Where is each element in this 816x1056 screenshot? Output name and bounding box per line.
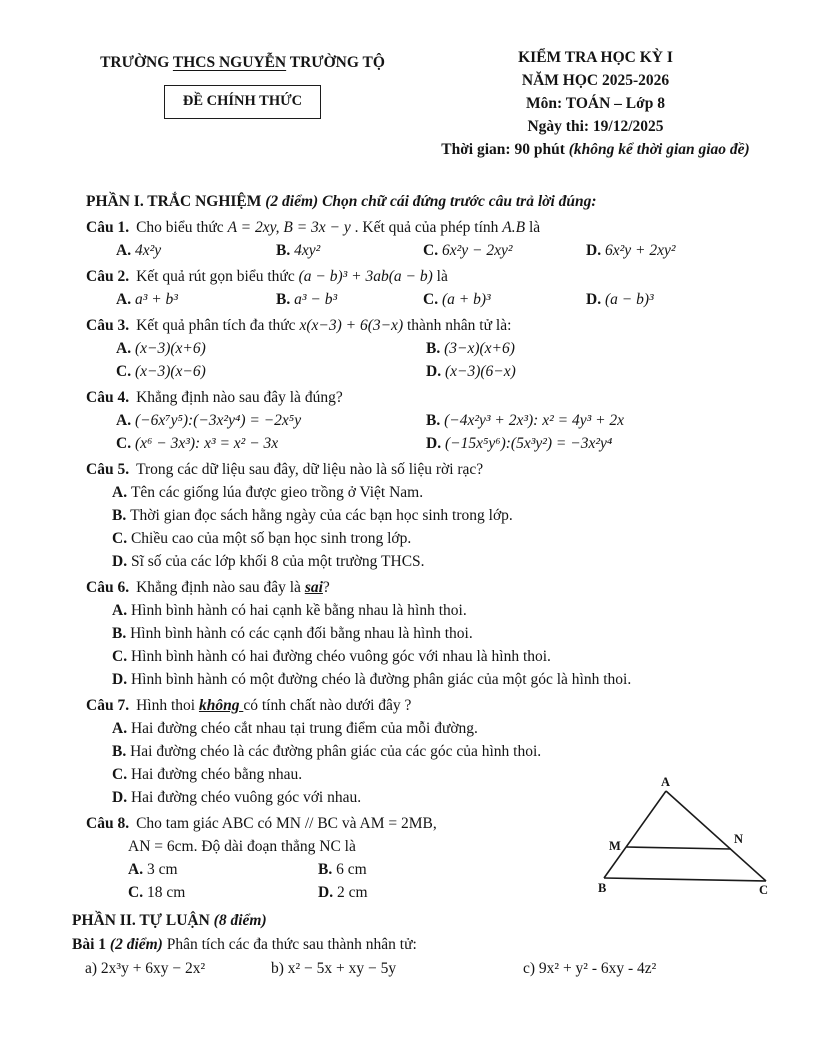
option-value: Hai đường chéo vuông góc với nhau.: [130, 789, 362, 806]
answer-option: [112, 668, 776, 691]
text-segment: sai: [304, 579, 323, 596]
option-letter: B.: [112, 625, 131, 642]
text-segment: Cho tam giác ABC có MN // BC và AM = 2MB,: [136, 815, 437, 832]
answer-option: [116, 360, 426, 383]
part1-multiple-choice: [86, 190, 776, 904]
text-segment: Cho biểu thức: [136, 219, 228, 236]
bai1-heading: [72, 933, 776, 956]
answer-option: [112, 481, 776, 504]
text-segment: là: [525, 219, 541, 236]
option-value: Chiều cao của một số bạn học sinh trong lớp.: [130, 530, 412, 547]
option-letter: A.: [116, 242, 135, 259]
text-segment: . Kết quả của phép tính: [350, 219, 503, 236]
bai1-item-c: c) 9x² + y² - 6xy - 4z²: [523, 960, 657, 977]
exam-header: [70, 46, 776, 161]
option-letter: B.: [426, 412, 445, 429]
answer-option: [426, 337, 776, 360]
option-letter: A.: [112, 602, 131, 619]
option-value: 6x²y − 2xy²: [441, 242, 513, 259]
option-letter: D.: [586, 291, 605, 308]
text-segment: x(x−3) + 6(3−x): [299, 317, 404, 334]
option-value: 2 cm: [336, 884, 368, 901]
text-segment: Kết quả rút gọn biểu thức: [136, 268, 299, 285]
text-segment: (2 điểm) Chọn chữ cái đứng trước câu trả lời đúng:: [265, 193, 597, 210]
answer-option: [128, 881, 318, 904]
question-3-label: Câu 3.: [86, 317, 130, 334]
answer-option: [112, 504, 776, 527]
question-7-label: Câu 7.: [86, 697, 130, 714]
option-letter: C.: [116, 435, 135, 452]
option-letter: C.: [112, 766, 131, 783]
option-letter: B.: [276, 291, 295, 308]
option-letter: A.: [112, 484, 131, 501]
answer-option: [128, 858, 318, 881]
option-letter: A.: [116, 340, 135, 357]
answer-option: [276, 239, 423, 262]
option-letter: C.: [423, 291, 442, 308]
question-2: [86, 265, 776, 311]
option-letter: C.: [112, 648, 131, 665]
option-letter: B.: [112, 507, 131, 524]
exam-title: KIỂM TRA HỌC KỲ I: [518, 49, 673, 66]
part1-heading: [86, 190, 776, 213]
text-segment: thành nhân tử là:: [403, 317, 512, 334]
option-letter: D.: [112, 553, 131, 570]
triangle-figure: [598, 775, 776, 895]
question-2-stem: [136, 268, 448, 285]
option-value: Thời gian đọc sách hằng ngày của các bạn học sinh trong lớp.: [130, 507, 513, 524]
school-year: NĂM HỌC 2025-2026: [521, 72, 670, 89]
question-6: [86, 576, 776, 691]
question-4-stem: [136, 389, 343, 406]
text-segment: Bài 1: [72, 936, 110, 953]
option-value: 4x²y: [134, 242, 162, 259]
option-value: Tên các giống lúa được gieo trồng ở Việt Nam.: [130, 484, 424, 501]
answer-option: [586, 288, 776, 311]
subject-line: Môn: TOÁN – Lớp 8: [526, 95, 665, 112]
question-5-options: [112, 481, 776, 573]
header-left-block: [70, 46, 415, 161]
option-letter: D.: [426, 363, 445, 380]
answer-option: [116, 337, 426, 360]
exam-date: Ngày thi: 19/12/2025: [527, 118, 664, 135]
bai1-items: [85, 957, 776, 980]
option-value: 6 cm: [336, 861, 367, 878]
text-segment: PHẦN I. TRẮC NGHIỆM: [86, 193, 266, 210]
option-value: (−6x⁷y⁵):(−3x²y⁴) = −2x⁵y: [134, 412, 302, 429]
answer-option: [112, 550, 776, 573]
question-8-stem: [136, 815, 437, 832]
answer-option: [426, 360, 776, 383]
option-value: 6x²y + 2xy²: [604, 242, 676, 259]
question-4-options: [116, 409, 776, 455]
option-letter: A.: [112, 720, 131, 737]
question-6-label: Câu 6.: [86, 579, 130, 596]
answer-option: [112, 717, 776, 740]
part2-heading: [72, 909, 776, 932]
question-5-label: Câu 5.: [86, 461, 130, 478]
text-segment: (8 điểm): [213, 912, 267, 929]
option-value: 3 cm: [146, 861, 178, 878]
question-4: [86, 386, 776, 455]
option-value: 4xy²: [294, 242, 321, 259]
bai1-item-a: a) 2x³y + 6xy − 2x²: [85, 960, 206, 977]
question-2-options: [116, 288, 776, 311]
duration-line: [415, 138, 776, 161]
option-value: Hai đường chéo cắt nhau tại trung điểm của mỗi đường.: [130, 720, 478, 737]
option-value: Hình bình hành có hai cạnh kề bằng nhau là hình thoi.: [130, 602, 467, 619]
option-value: Hình bình hành có các cạnh đối bằng nhau là hình thoi.: [130, 625, 473, 642]
point-label-m: M: [609, 839, 621, 853]
option-value: (−4x²y³ + 2x³): x² = 4y³ + 2x: [444, 412, 625, 429]
answer-option: [426, 432, 776, 455]
answer-option: [586, 239, 776, 262]
text-segment: AN = 6cm. Độ dài đoạn thẳng NC là: [128, 838, 356, 855]
question-8-label: Câu 8.: [86, 815, 130, 832]
option-value: Hình bình hành có hai đường chéo vuông góc với nhau là hình thoi.: [130, 648, 551, 665]
point-label-n: N: [734, 832, 744, 846]
option-value: Hình bình hành có một đường chéo là đường phân giác của một góc là hình thoi.: [130, 671, 632, 688]
answer-option: [116, 432, 426, 455]
option-value: (x−3)(6−x): [444, 363, 516, 380]
answer-option: [276, 288, 423, 311]
text-segment: TRƯỜNG TỘ: [286, 54, 385, 71]
text-segment: PHẦN II. TỰ LUẬN: [72, 912, 214, 929]
option-value: (3−x)(x+6): [444, 340, 515, 357]
question-1-label: Câu 1.: [86, 219, 130, 236]
option-value: a³ + b³: [134, 291, 178, 308]
text-segment: ?: [322, 579, 330, 596]
option-letter: D.: [112, 789, 131, 806]
question-6-options: [112, 599, 776, 691]
answer-option: [112, 527, 776, 550]
option-value: (x⁶ − 3x³): x³ = x² − 3x: [134, 435, 279, 452]
option-letter: C.: [128, 884, 147, 901]
option-value: (x−3)(x−6): [134, 363, 206, 380]
option-letter: D.: [112, 671, 131, 688]
option-letter: B.: [318, 861, 337, 878]
text-segment: Thời gian: 90 phút: [441, 141, 569, 158]
answer-option: [318, 858, 488, 881]
option-value: a³ − b³: [294, 291, 338, 308]
option-letter: B.: [276, 242, 295, 259]
text-segment: là: [432, 268, 448, 285]
question-3-stem: [136, 317, 511, 334]
option-value: (a − b)³: [604, 291, 654, 308]
question-3-options: [116, 337, 776, 383]
option-value: 18 cm: [146, 884, 186, 901]
option-letter: A.: [116, 412, 135, 429]
question-7-stem: [136, 697, 411, 714]
option-letter: D.: [318, 884, 337, 901]
question-4-label: Câu 4.: [86, 389, 130, 406]
option-letter: A.: [116, 291, 135, 308]
option-letter: B.: [112, 743, 131, 760]
option-value: Hai đường chéo là các đường phân giác của các góc của hình thoi.: [130, 743, 542, 760]
option-value: Sĩ số của các lớp khối 8 của một trường THCS.: [130, 553, 425, 570]
answer-option: [318, 881, 488, 904]
text-segment: Khẳng định nào sau đây là đúng?: [136, 389, 343, 406]
option-value: Hai đường chéo bằng nhau.: [130, 766, 303, 783]
part2-essay: [72, 909, 776, 980]
option-letter: B.: [426, 340, 445, 357]
answer-option: [112, 622, 776, 645]
question-8-options: [128, 858, 488, 904]
option-letter: A.: [128, 861, 147, 878]
vertex-label-b: B: [598, 881, 607, 895]
option-letter: C.: [423, 242, 442, 259]
text-segment: TRƯỜNG: [100, 54, 173, 71]
text-segment: (a − b)³ + 3ab(a − b): [298, 268, 433, 285]
option-letter: C.: [116, 363, 135, 380]
question-3: [86, 314, 776, 383]
question-1: [86, 216, 776, 262]
text-segment: có tính chất nào dưới đây ?: [243, 697, 412, 714]
option-letter: D.: [426, 435, 445, 452]
vertex-label-c: C: [759, 883, 769, 895]
text-segment: không: [198, 697, 244, 714]
answer-option: [116, 239, 276, 262]
answer-option: [112, 645, 776, 668]
question-5: [86, 458, 776, 573]
header-right-block: [415, 46, 776, 161]
text-segment: THCS NGUYỄN: [172, 54, 287, 71]
text-segment: A = 2xy, B = 3x − y: [227, 219, 351, 236]
text-segment: Trong các dữ liệu sau đây, dữ liệu nào là số liệu rời rạc?: [136, 461, 484, 478]
school-name: [70, 51, 415, 74]
text-segment: A.B: [502, 219, 526, 236]
answer-option: [112, 599, 776, 622]
answer-option: [423, 288, 586, 311]
answer-option: [112, 740, 776, 763]
question-6-stem: [136, 579, 330, 596]
triangle-abc-diagram: [598, 775, 776, 895]
question-1-stem: [136, 219, 540, 236]
text-segment: Khẳng định nào sau đây là: [136, 579, 305, 596]
question-2-label: Câu 2.: [86, 268, 130, 285]
text-segment: Hình thoi: [136, 697, 199, 714]
answer-option: [116, 409, 426, 432]
option-value: (a + b)³: [441, 291, 491, 308]
question-5-stem: [136, 461, 483, 478]
vertex-label-a: A: [661, 775, 671, 789]
official-exam-box: ĐỀ CHÍNH THỨC: [164, 85, 321, 119]
text-segment: Kết quả phân tích đa thức: [136, 317, 300, 334]
bai1-item-b: b) x² − 5x + xy − 5y: [271, 960, 397, 977]
answer-option: [116, 288, 276, 311]
text-segment: Phân tích các đa thức sau thành nhân tử:: [162, 936, 417, 953]
answer-option: [426, 409, 776, 432]
question-1-options: [116, 239, 776, 262]
option-value: (−15x⁵y⁶):(5x³y²) = −3x²y⁴: [444, 435, 613, 452]
option-letter: C.: [112, 530, 131, 547]
text-segment: (2 điểm): [109, 936, 163, 953]
option-value: (x−3)(x+6): [134, 340, 206, 357]
option-letter: D.: [586, 242, 605, 259]
answer-option: [423, 239, 586, 262]
text-segment: (không kể thời gian giao đề): [568, 141, 750, 158]
